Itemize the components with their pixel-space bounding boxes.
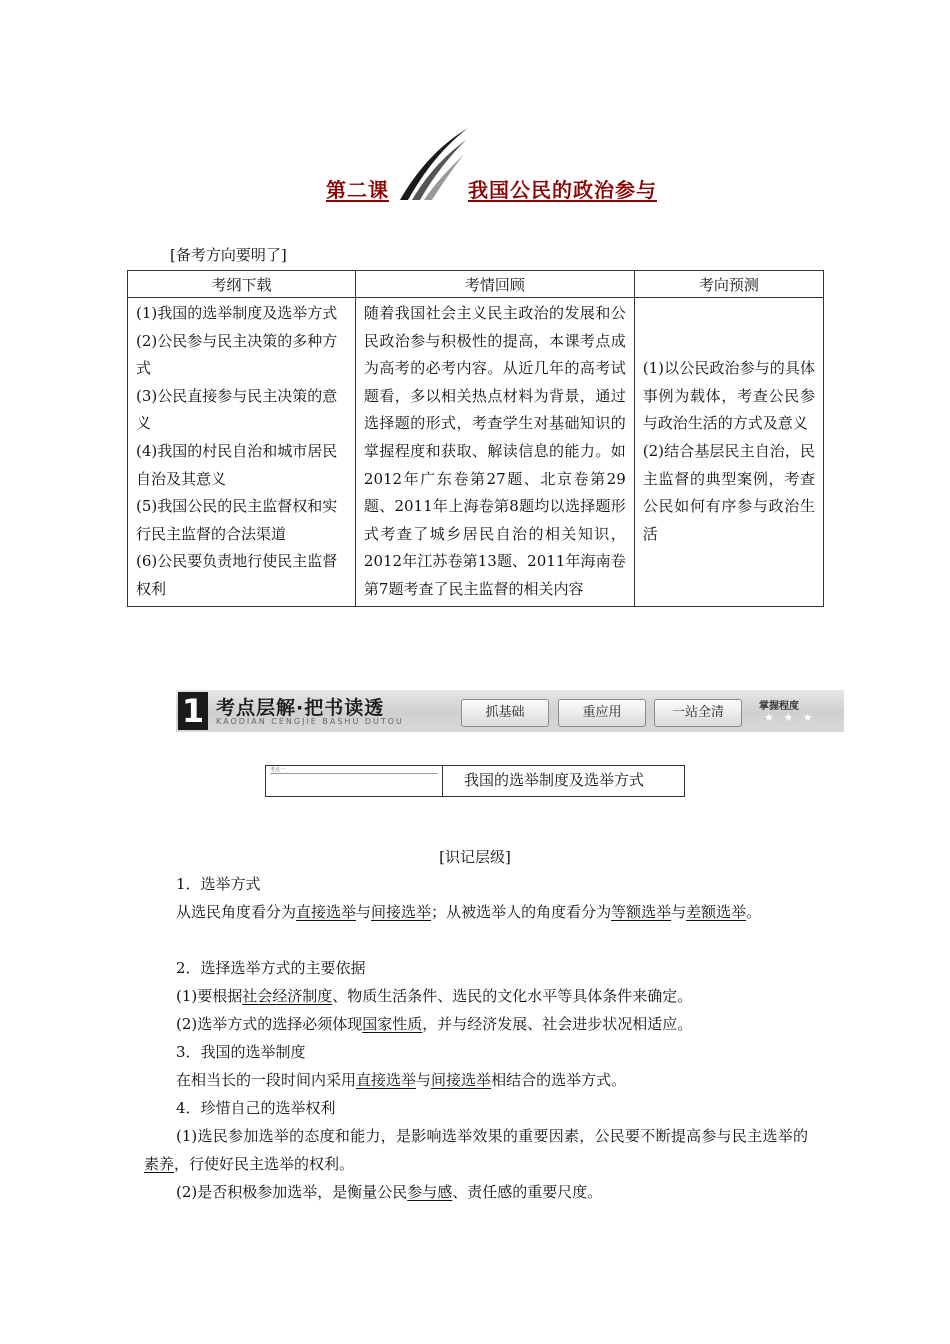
list-item: (1)以公民政治参与的具体事例为载体，考查公民参与政治生活的方式及意义: [642, 359, 815, 433]
paragraph: [144, 1066, 808, 1094]
paragraph: [144, 1010, 808, 1038]
forecast-cell: [634, 298, 823, 607]
point-header-box: [265, 765, 685, 797]
lesson-title: [320, 122, 680, 212]
list-item: (1)我国的选举制度及选举方式: [136, 304, 338, 322]
text: 从选民角度看分为: [176, 903, 297, 921]
section-heading: 4．珍惜自己的选举权利: [176, 1099, 336, 1117]
key-term: 参与感: [407, 1183, 453, 1201]
lesson-heading: 我国公民的政治参与: [468, 178, 657, 202]
paragraph: [144, 1178, 808, 1206]
divider: [442, 766, 443, 796]
section-heading: 1．选举方式: [176, 875, 261, 893]
text: 在相当长的一段时间内采用: [176, 1071, 357, 1089]
text: (2)是否积极参加选举，是衡量公民: [176, 1183, 408, 1201]
text: 、物质生活条件、选民的文化水平等具体条件来确定。: [332, 987, 693, 1005]
key-term: 素养: [144, 1155, 175, 1173]
point-title: 我国的选举制度及选举方式: [464, 771, 645, 789]
text: ，行使好民主选举的权利。: [174, 1155, 355, 1173]
key-term: 国家性质: [362, 1015, 423, 1033]
header-review: 考情回顾: [355, 271, 634, 298]
text: 与: [356, 903, 372, 921]
banner-title: 考点层解·把书读透: [216, 697, 385, 719]
key-term: 间接选举: [371, 903, 432, 921]
key-term: 直接选举: [296, 903, 357, 921]
section-heading: 3．我国的选举制度: [176, 1043, 306, 1061]
text: 与: [416, 1071, 432, 1089]
text: (2)选举方式的选择必须体现: [176, 1015, 363, 1033]
header-forecast: 考向预测: [634, 271, 823, 298]
text: 、责任感的重要尺度。: [452, 1183, 603, 1201]
list-item: (4)我国的村民自治和城市居民自治及其意义: [136, 441, 338, 488]
table-header-row: [128, 271, 824, 298]
paragraph: [144, 982, 808, 1010]
list-item: (6)公民要负责地行使民主监督权利: [136, 552, 338, 598]
text: 与: [671, 903, 687, 921]
level-label: [识记层级]: [439, 848, 511, 866]
banner-number: 1: [178, 692, 208, 730]
review-cell: 随着我国社会主义民主政治的发展和公民政治参与积极性的提高，本课考点成为高考的必考内容。从近几年的高考试题看，多以相关热点材料为背景，通过选择题的形式，考查学生对基础知识的掌握程度和获取、解读信息的能力。如2012年广东卷第27题、北京卷第29题、2011年上海卷第8题均以选择题形式考查了城乡居民自治的相关知识，2012年江苏卷第13题、2011年海南卷第7题考查了民主监督的相关内容: [355, 298, 634, 607]
key-term: 间接选举: [431, 1071, 492, 1089]
star-icon: ★ ★ ★: [764, 711, 816, 724]
key-term: 差额选举: [686, 903, 747, 921]
list-item: (3)公民直接参与民主决策的意义: [136, 386, 338, 433]
text: ，并与经济发展、社会进步状况相适应。: [422, 1015, 693, 1033]
list-item: (2)公民参与民主决策的多种方式: [136, 331, 338, 378]
lesson-number: 第二课: [326, 178, 389, 202]
prep-section-label: [备考方向要明了]: [170, 246, 287, 264]
paragraph: [144, 898, 808, 926]
banner-subtitle: KAODIAN CENGJIE BASHU DUTOU: [216, 717, 404, 726]
point-tag: 考点一: [270, 767, 286, 773]
paragraph: [144, 1122, 808, 1178]
list-item: (2)结合基层民主自治，民主监督的典型案例，考查公民如何有序参与政治生活: [642, 441, 815, 543]
basics-button[interactable]: 抓基础: [461, 699, 549, 727]
mastery-level-label: 掌握程度: [759, 701, 799, 712]
text: (1)选民参加选举的态度和能力，是影响选举效果的重要因素，公民要不断提高参与民主选举的: [176, 1127, 808, 1145]
table-row: [128, 298, 824, 607]
text: 。: [746, 903, 762, 921]
text: ；从被选举人的角度看分为: [431, 903, 612, 921]
text: (1)要根据: [176, 987, 243, 1005]
swoosh-decoration-icon: [398, 126, 470, 204]
section-heading: 2．选择选举方式的主要依据: [176, 959, 366, 977]
review-all-button[interactable]: 一站全清: [654, 699, 742, 727]
list-item: (5)我国公民的民主监督权和实行民主监督的合法渠道: [136, 497, 338, 543]
text: 相结合的选举方式。: [491, 1071, 627, 1089]
key-term: 等额选举: [611, 903, 672, 921]
key-term: 社会经济制度: [242, 987, 333, 1005]
section-banner: [176, 690, 844, 732]
application-button[interactable]: 重应用: [558, 699, 646, 727]
syllabus-cell: [128, 298, 356, 607]
exam-overview-table: [127, 270, 824, 607]
key-term: 直接选举: [356, 1071, 417, 1089]
divider: [270, 773, 438, 774]
header-syllabus: 考纲下载: [128, 271, 356, 298]
